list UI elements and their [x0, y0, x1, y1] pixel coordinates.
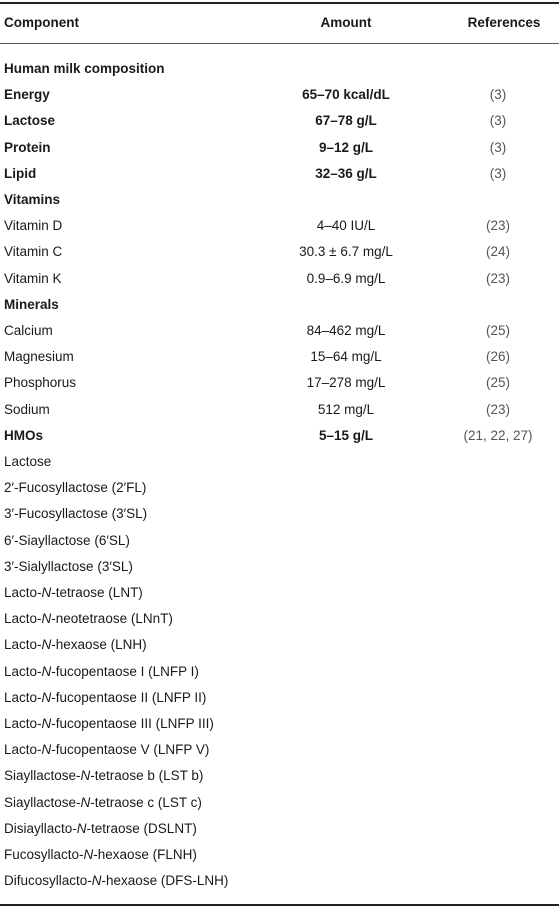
- reference-cell: (26): [485, 349, 510, 365]
- table-row: [0, 659, 559, 685]
- reference-cell: (24): [485, 244, 510, 260]
- amount-cell: 15–64 mg/L: [310, 349, 382, 365]
- table-row: [0, 344, 559, 370]
- reference-cell: (23): [485, 218, 510, 234]
- component-cell: HMOs: [4, 427, 44, 443]
- component-cell: Human milk composition: [4, 61, 165, 76]
- table-row: [0, 737, 559, 763]
- table-row: [0, 56, 559, 82]
- amount-cell: 84–462 mg/L: [306, 323, 386, 338]
- table-row: [0, 135, 559, 161]
- component-cell: Vitamins: [4, 192, 61, 207]
- table-row: [0, 501, 559, 527]
- component-cell: Disiayllacto-N-tetraose (DSLNT): [4, 820, 197, 836]
- reference-cell: (25): [485, 375, 510, 391]
- table-row: [0, 266, 559, 292]
- table-row: [0, 868, 559, 894]
- table-row: [0, 816, 559, 842]
- component-cell: 3′-Fucosyllactose (3′SL): [4, 506, 148, 522]
- component-cell: Lacto-N-fucopentaose I (LNFP I): [4, 663, 199, 679]
- amount-cell: 32–36 g/L: [315, 165, 377, 181]
- component-cell: Lactose: [4, 454, 52, 469]
- table-row: [0, 239, 559, 265]
- component-cell: Lacto-N-tetraose (LNT): [4, 585, 143, 600]
- table-bottom-rule: [0, 904, 559, 906]
- amount-cell: 4–40 IU/L: [316, 218, 376, 234]
- table-row: [0, 475, 559, 501]
- component-cell: Difucosyllacto-N-hexaose (DFS-LNH): [4, 873, 229, 889]
- table-row: [0, 606, 559, 632]
- amount-cell: 67–78 g/L: [315, 113, 377, 129]
- table-row: [0, 711, 559, 737]
- component-cell: Lactose: [4, 113, 56, 129]
- header-rule: [0, 43, 559, 44]
- reference-cell: (3): [489, 113, 507, 129]
- amount-cell: 512 mg/L: [317, 401, 375, 417]
- component-cell: Calcium: [4, 323, 53, 338]
- table-row: [0, 213, 559, 239]
- header-amount: Amount: [320, 15, 372, 30]
- table-row: [0, 554, 559, 580]
- table-row: [0, 580, 559, 606]
- component-cell: Phosphorus: [4, 375, 77, 391]
- table-row: [0, 187, 559, 213]
- component-cell: Protein: [4, 139, 51, 155]
- table-row: [0, 161, 559, 187]
- amount-cell: 9–12 g/L: [318, 139, 374, 155]
- amount-cell: 0.9–6.9 mg/L: [306, 270, 386, 286]
- table-row: [0, 318, 559, 344]
- header-references: References: [467, 15, 541, 30]
- component-cell: Vitamin D: [4, 218, 63, 234]
- component-cell: Sodium: [4, 401, 50, 417]
- table-row: [0, 528, 559, 554]
- table-row: [0, 449, 559, 475]
- component-cell: Energy: [4, 87, 50, 103]
- component-cell: Lacto-N-fucopentaose III (LNFP III): [4, 716, 214, 731]
- table-row: [0, 685, 559, 711]
- reference-cell: (25): [485, 323, 510, 338]
- table-row: [0, 842, 559, 868]
- component-cell: 2′-Fucosyllactose (2′FL): [4, 480, 147, 496]
- component-cell: Siayllactose-N-tetraose c (LST c): [4, 794, 202, 810]
- component-cell: Lipid: [4, 165, 37, 181]
- table-row: [0, 370, 559, 396]
- table-row: [0, 790, 559, 816]
- table-row: [0, 423, 559, 449]
- reference-cell: (21, 22, 27): [463, 427, 533, 443]
- amount-cell: 5–15 g/L: [318, 427, 374, 443]
- component-cell: Fucosyllacto-N-hexaose (FLNH): [4, 847, 197, 862]
- table-row: [0, 632, 559, 658]
- table-row: [0, 397, 559, 423]
- component-cell: Minerals: [4, 296, 59, 312]
- amount-cell: 30.3 ± 6.7 mg/L: [299, 244, 393, 260]
- table-row: [0, 108, 559, 134]
- component-cell: Lacto-N-fucopentaose V (LNFP V): [4, 742, 210, 758]
- reference-cell: (23): [485, 401, 510, 417]
- component-cell: Siayllactose-N-tetraose b (LST b): [4, 768, 204, 784]
- component-cell: 3′-Sialyllactose (3′SL): [4, 558, 133, 574]
- reference-cell: (23): [485, 270, 510, 286]
- component-cell: Magnesium: [4, 349, 74, 365]
- reference-cell: (3): [489, 139, 507, 155]
- component-cell: Lacto-N-neotetraose (LNnT): [4, 611, 173, 627]
- component-cell: Vitamin K: [4, 270, 62, 286]
- reference-cell: (3): [489, 165, 507, 181]
- reference-cell: (3): [489, 87, 507, 103]
- amount-cell: 65–70 kcal/dL: [302, 87, 390, 103]
- table-top-rule: [0, 2, 559, 4]
- component-cell: Lacto-N-hexaose (LNH): [4, 637, 147, 653]
- table-row: [0, 763, 559, 789]
- component-cell: Vitamin C: [4, 244, 63, 260]
- component-cell: Lacto-N-fucopentaose II (LNFP II): [4, 689, 207, 705]
- table-row: [0, 82, 559, 108]
- table-row: [0, 292, 559, 318]
- header-component: Component: [4, 15, 79, 30]
- table-header: [0, 10, 559, 36]
- amount-cell: 17–278 mg/L: [306, 375, 386, 391]
- component-cell: 6′-Siayllactose (6′SL): [4, 532, 130, 548]
